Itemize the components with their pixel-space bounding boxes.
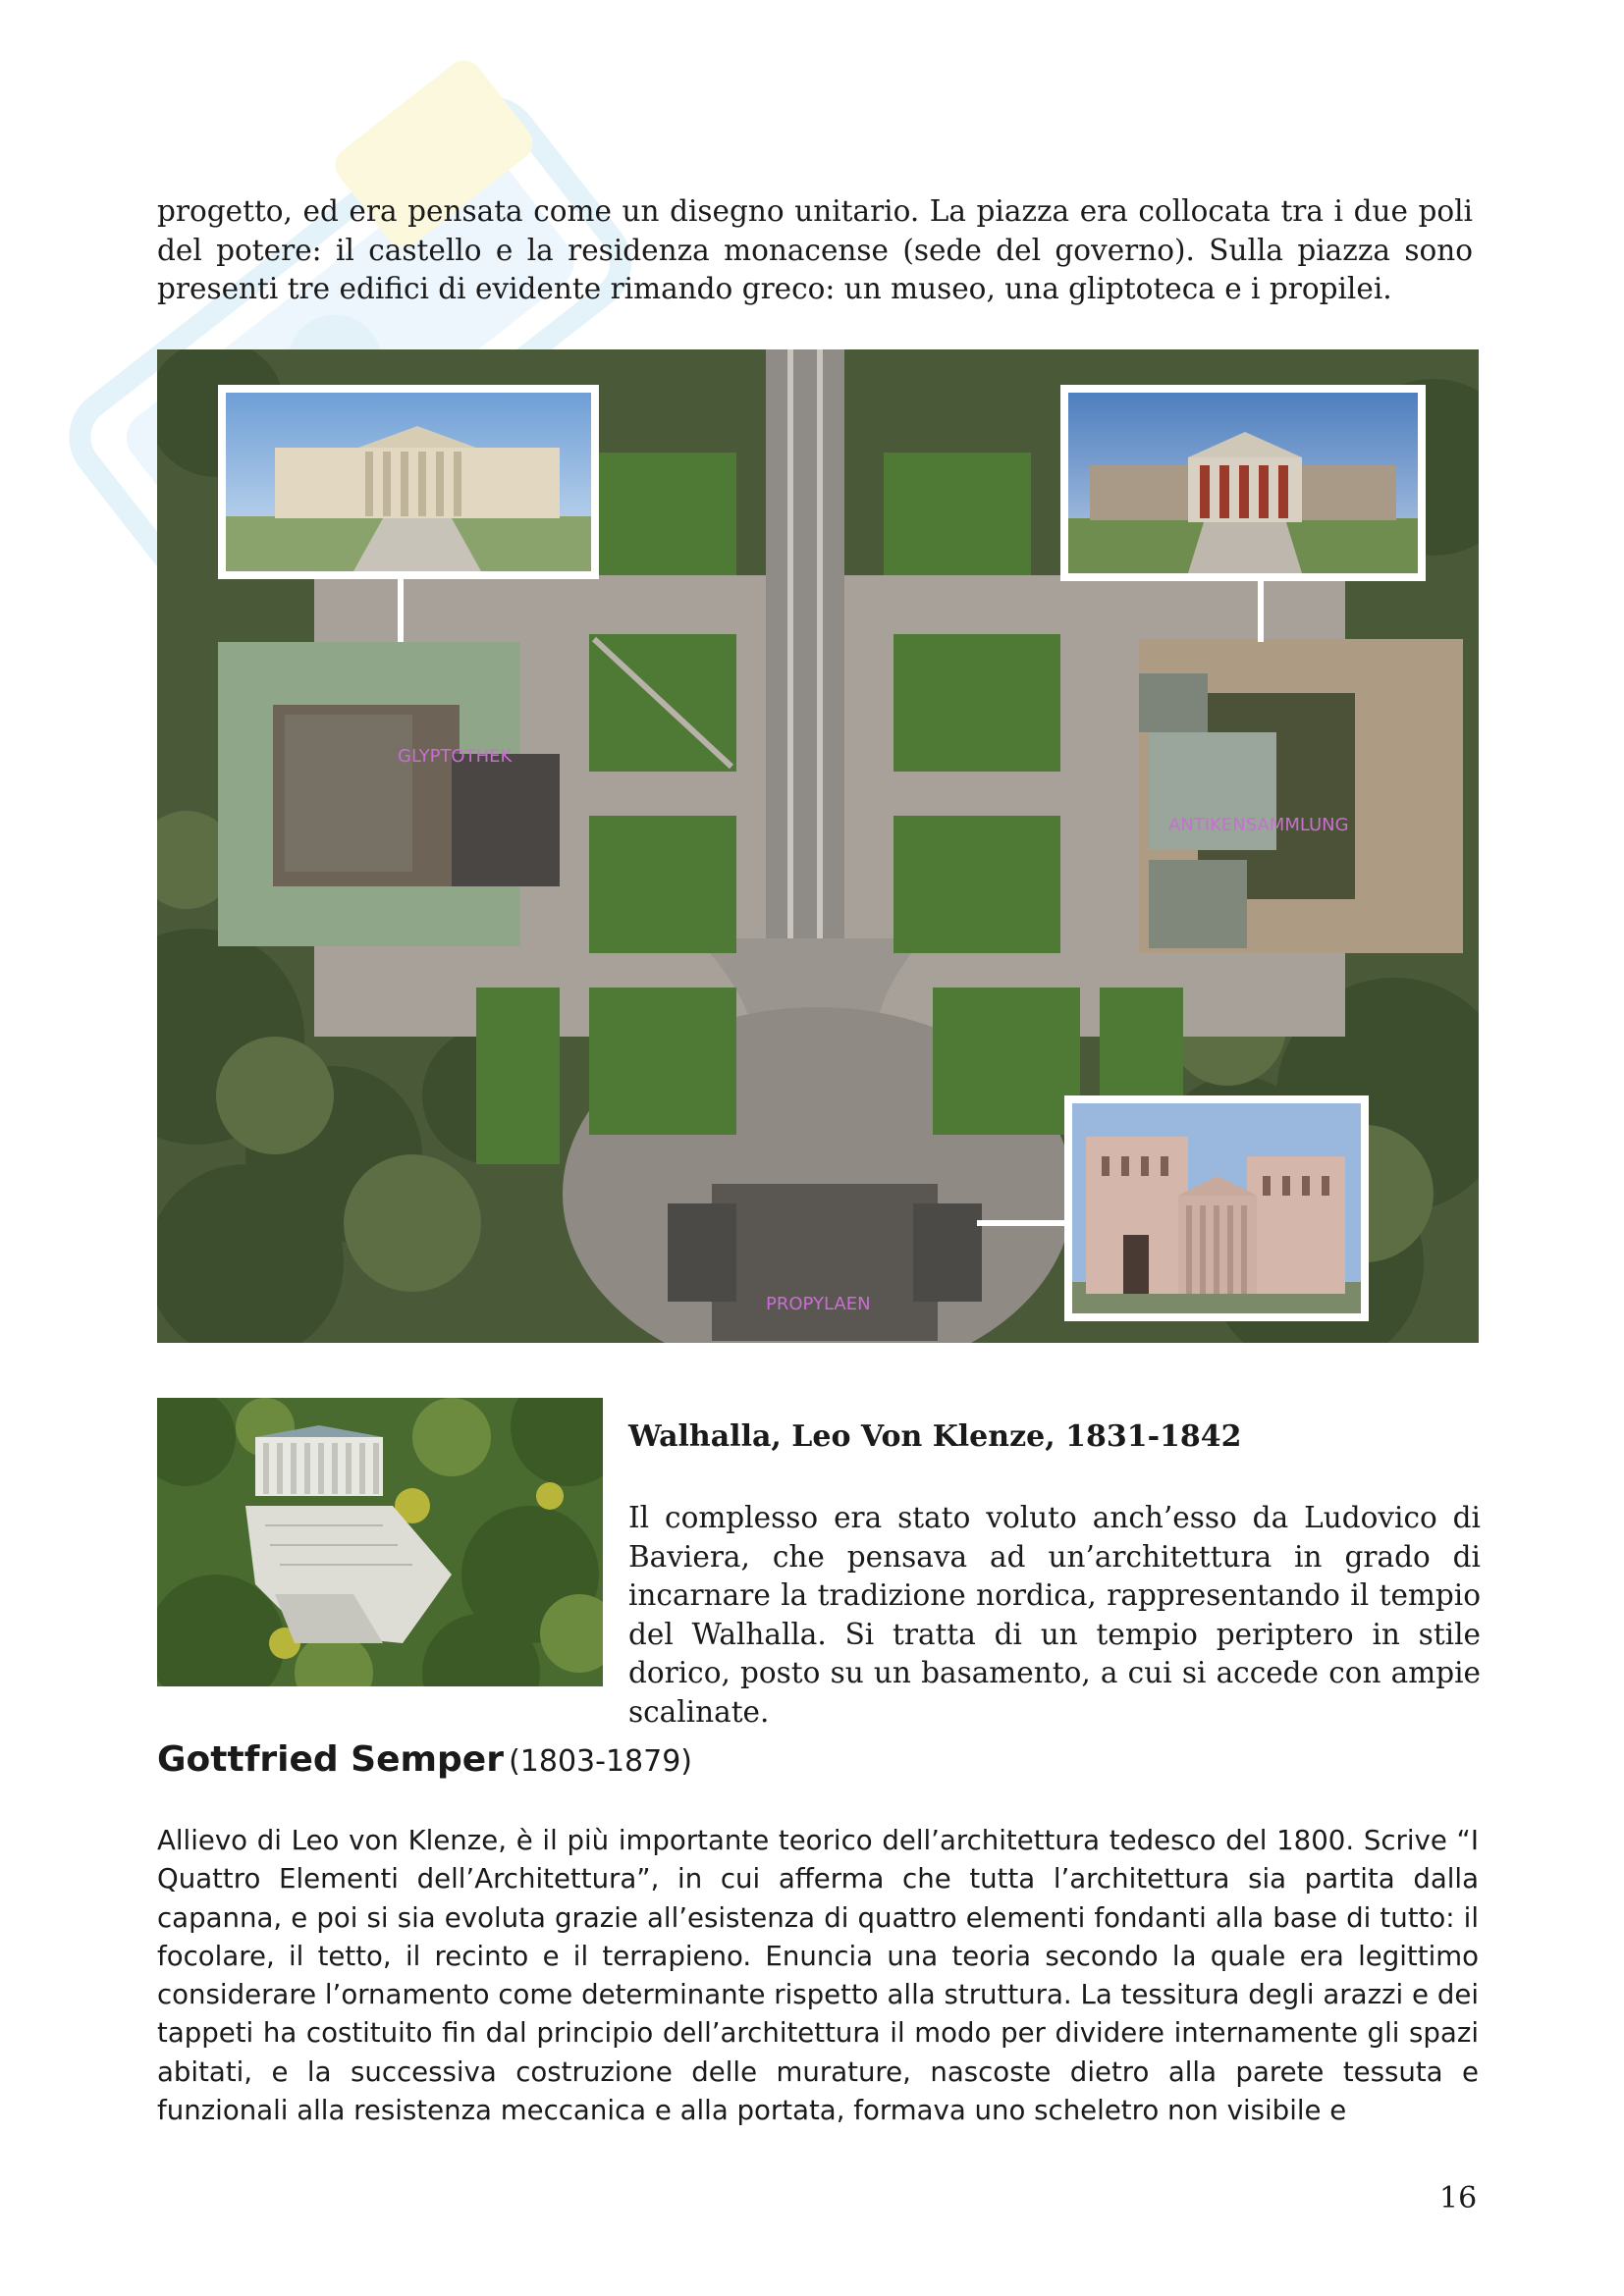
intro-text: progetto, ed era pensata come un disegno unitario. La piazza era collocata tra i due poli del potere: il castello e la residenza monacense (sede del governo). Sulla piazza sono presenti tre edifici di evidente rimando greco: un museo, una gliptoteca e i propilei.	[157, 194, 1473, 305]
aerial-view-image	[157, 349, 1479, 1343]
page-number: 16	[1439, 2181, 1478, 2216]
label-glyptothek: GLYPTOTHEK	[398, 746, 513, 767]
walhalla-photo	[157, 1398, 603, 1686]
section-heading-years: (1803-1879)	[509, 1744, 692, 1779]
label-antikensammlung: ANTIKENSAMMLUNG	[1168, 815, 1349, 835]
section-heading-name: Gottfried Semper	[157, 1739, 504, 1780]
walhalla-paragraph: Il complesso era stato voluto anch’esso da Ludovico di Baviera, che pensava ad un’architettura in grado di incarnare la tradizione nordica, rappresentando il tempio del Walhalla. Si tratta di un tempio periptero in stile dorico, posto su un basamento, a cui si accede con ampie scalinate.	[628, 1501, 1481, 1729]
semper-text: Allievo di Leo von Klenze, è il più importante teorico dell’architettura tedesco del 1800. Scrive “I Quattro Elementi dell’Architettura”, in cui afferma che tutta l’architettura sia partita dalla capanna, e poi si sia evoluta grazie all’esistenza di quattro elementi fondanti alla base di tutto: il focolare, il tetto, il recinto e il terrapieno. Enuncia una teoria secondo la quale era legittimo considerare l’ornamento come determinante rispetto alla struttura. La tessitura degli arazzi e dei tappeti ha costituito fin dal principio dell’architettura il modo per dividere internamente gli spazi abitati, e la successiva costruzione delle murature, nascoste dietro alla parete tessuta e funzionali alla resistenza meccanica e alla portata, formava uno scheletro non visibile e	[157, 1824, 1479, 2127]
label-propylaen: PROPYLAEN	[766, 1294, 871, 1314]
inset-photo-antikensammlung	[1060, 385, 1426, 581]
intro-paragraph	[157, 192, 1473, 309]
inset-photo-glyptothek	[218, 385, 599, 579]
semper-paragraph	[157, 1821, 1479, 2129]
walhalla-heading: Walhalla, Leo Von Klenze, 1831-1842	[628, 1419, 1242, 1454]
section-heading	[157, 1739, 692, 1780]
aerial-view-figure	[157, 349, 1479, 1343]
inset-photo-propylaen	[1064, 1095, 1369, 1321]
